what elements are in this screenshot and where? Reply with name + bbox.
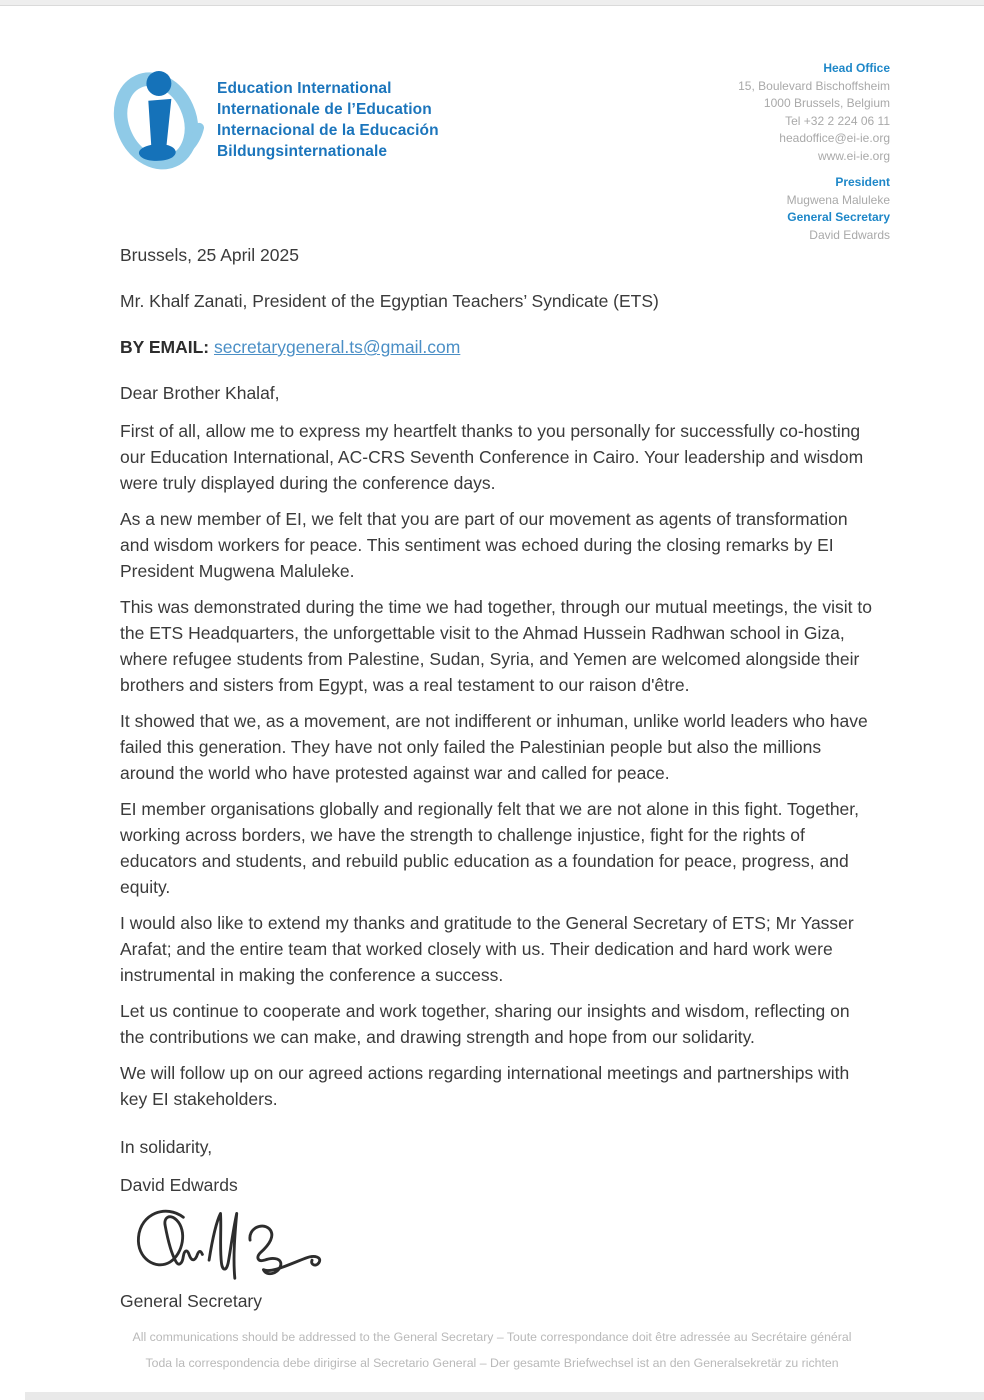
- general-secretary-name: David Edwards: [809, 227, 890, 242]
- head-office-label: Head Office: [823, 61, 890, 75]
- president-label: President: [835, 175, 890, 189]
- address-line: 1000 Brussels, Belgium: [763, 96, 890, 110]
- closing-block: [120, 1134, 876, 1314]
- ei-logo-icon: [108, 64, 204, 174]
- date-line: Brussels, 25 April 2025: [120, 245, 299, 265]
- letter-body: [120, 242, 876, 1314]
- signer-name: David Edwards: [120, 1175, 238, 1195]
- recipient-line: Mr. Khalf Zanati, President of the Egyptian Teachers’ Syndicate (ETS): [120, 291, 659, 311]
- spacer: [738, 165, 890, 174]
- closing-line: In solidarity,: [120, 1137, 213, 1157]
- footer-line: All communications should be addressed to the General Secretary – Toute correspondance doit être adressée au Secrétaire général: [132, 1330, 852, 1344]
- bottom-edge-strip: [25, 1392, 984, 1400]
- address-line: 15, Boulevard Bischoffsheim: [738, 78, 890, 93]
- logo-wordmark: [217, 64, 439, 162]
- paragraph: This was demonstrated during the time we had together, through our mutual meetings, the visit to the ETS Headquarters, the unforgettable visit to the Ahmad Hussein Radhwan school in Giza, where refugee students from Palestine, Sudan, Syria, and Yemen are welcomed alongside their brothers and sisters from Egypt, was a real testament to our raison d'être.: [120, 597, 872, 695]
- address-line: Tel +32 2 224 06 11: [785, 113, 890, 128]
- email-link[interactable]: secretarygeneral.ts@gmail.com: [214, 337, 461, 357]
- by-email-label: BY EMAIL:: [120, 337, 210, 357]
- footer-line: Toda la correspondencia debe dirigirse al Secretario General – Der gesamte Briefwechsel ist an den Generalsekretär zu richten: [145, 1356, 839, 1370]
- wordmark-line: Education International: [217, 80, 392, 97]
- paragraph: As a new member of EI, we felt that you are part of our movement as agents of transformation and wisdom workers for peace. This sentiment was echoed during the closing remarks by EI President Mugwena Maluleke.: [120, 509, 848, 581]
- paragraph: We will follow up on our agreed actions regarding international meetings and partnerships with key EI stakeholders.: [120, 1063, 850, 1109]
- signature-image: [126, 1202, 876, 1284]
- signer-title: General Secretary: [120, 1291, 263, 1311]
- footer-note: [0, 1324, 984, 1376]
- president-name: Mugwena Maluleke: [786, 192, 890, 207]
- wordmark-line: Internacional de la Educación: [217, 122, 439, 139]
- contact-block: [738, 60, 890, 244]
- by-email-line: [120, 334, 876, 360]
- head-office-email: headoffice@ei-ie.org: [779, 131, 890, 145]
- paragraph: It showed that we, as a movement, are not indifferent or inhuman, unlike world leaders who have failed this generation. They have not only failed the Palestinian people but also the millions around the world who have protested against war and called for peace.: [120, 711, 868, 783]
- paragraph: I would also like to extend my thanks and gratitude to the General Secretary of ETS; Mr Yasser Arafat; and the entire team that worked closely with us. Their dedication and hard work were instrumental in making the conference a success.: [120, 913, 854, 985]
- paragraph: First of all, allow me to express my heartfelt thanks to you personally for successfully co-hosting our Education International, AC-CRS Seventh Conference in Cairo. Your leadership and wisdom were truly displayed during the conference days.: [120, 421, 864, 493]
- salutation: Dear Brother Khalaf,: [120, 383, 280, 403]
- paragraph: Let us continue to cooperate and work together, sharing our insights and wisdom, reflecting on the contributions we can make, and drawing strength and hope from our solidarity.: [120, 1001, 850, 1047]
- top-edge-strip: [0, 0, 984, 6]
- website-url: www.ei-ie.org: [817, 148, 890, 163]
- wordmark-line: Bildungsinternationale: [217, 143, 388, 160]
- letterhead: [108, 64, 439, 174]
- paragraph: EI member organisations globally and regionally felt that we are not alone in this fight. Together, working across borders, we have the strength to challenge injustice, fight for the rights of educators and students, and rebuild public education as a foundation for peace, progress, and equity.: [120, 799, 860, 897]
- wordmark-line: Internationale de l’Education: [217, 101, 432, 118]
- general-secretary-label: General Secretary: [787, 210, 890, 224]
